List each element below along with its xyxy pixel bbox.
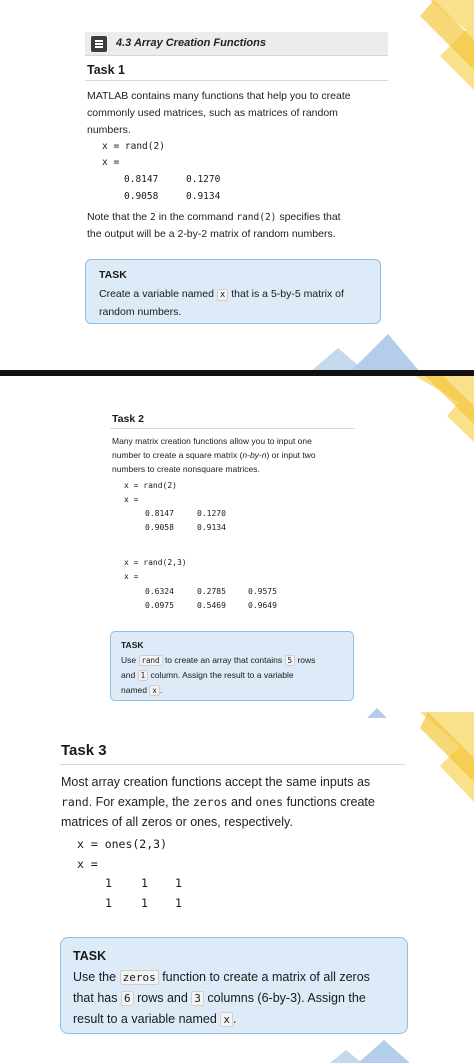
task3-matrix-cell: 1 xyxy=(105,876,112,890)
var-x-chip: x xyxy=(149,685,160,696)
task2-intro: Many matrix creation functions allow you to input one number to create a square matrix (n-by-n) or input two numbers to create nonsquare matrices. xyxy=(112,436,316,474)
task2-rule xyxy=(110,428,355,429)
task2-instruction-box xyxy=(110,631,354,701)
task1-matrix-cell: 0.9134 xyxy=(186,191,221,202)
screenshot-divider xyxy=(0,370,474,376)
decor-blue-triangles-bottom xyxy=(330,1040,420,1063)
task3-matrix-cell: 1 xyxy=(175,896,182,910)
task1-task-label: TASK xyxy=(99,269,127,281)
task2-matrix2-cell: 0.2785 xyxy=(197,587,226,596)
task2-matrix2-cell: 0.6324 xyxy=(145,587,174,596)
task3-matrix-cell: 1 xyxy=(141,876,148,890)
code-1-chip: 1 xyxy=(138,670,149,681)
task2-matrix2-cell: 0.9575 xyxy=(248,587,277,596)
chapter-header-bar xyxy=(85,32,388,56)
task3-task-label: TASK xyxy=(73,949,107,963)
decor-yellow-chevron-top xyxy=(410,0,474,110)
task2-matrix1-cell: 0.1270 xyxy=(197,509,226,518)
task2-matrix1-cell: 0.8147 xyxy=(145,509,174,518)
code-rand-chip: rand xyxy=(139,655,163,666)
task1-note: Note that the 2 in the command rand(2) specifies that the output will be a 2-by-2 matrix of random numbers. xyxy=(87,211,341,240)
task1-matrix-cell: 0.9058 xyxy=(124,191,159,202)
task2-code1-cmd: x = rand(2) xyxy=(124,481,177,490)
task2-code2-cmd: x = rand(2,3) xyxy=(124,558,187,567)
var-x-chip: x xyxy=(217,289,228,301)
code-6-chip: 6 xyxy=(121,991,134,1006)
task2-matrix2-cell: 0.9649 xyxy=(248,601,277,610)
task2-matrix2-cell: 0.0975 xyxy=(145,601,174,610)
code-5-chip: 5 xyxy=(285,655,296,666)
task1-intro-line: commonly used matrices, such as matrices of random xyxy=(87,107,338,119)
task1-task-text: Create a variable named x that is a 5-by-5 matrix of random numbers. xyxy=(99,288,344,318)
task1-intro-line: MATLAB contains many functions that help you to create xyxy=(87,90,351,102)
menu-icon[interactable] xyxy=(91,36,107,52)
task3-title: Task 3 xyxy=(61,742,107,759)
task2-task-text: Use rand to create an array that contains 5 rows and 1 column. Assign the result to a variable named x . xyxy=(121,655,316,695)
task2-matrix1-cell: 0.9058 xyxy=(145,523,174,532)
task1-rule xyxy=(85,80,388,81)
task2-title: Task 2 xyxy=(112,413,144,425)
decor-yellow-chevron-3 xyxy=(420,712,474,802)
task2-matrix2-cell: 0.5469 xyxy=(197,601,226,610)
chapter-title: 4.3 Array Creation Functions xyxy=(116,37,266,49)
code-3-chip: 3 xyxy=(191,991,204,1006)
task3-instruction-box xyxy=(60,937,408,1034)
var-x-chip: x xyxy=(220,1012,233,1027)
task3-intro: Most array creation functions accept the same inputs as rand. For example, the zeros and ones functions create matrices of all zeros or ones, respectively. xyxy=(61,775,375,829)
task3-code-cmd: x = ones(2,3) xyxy=(77,837,168,851)
decor-yellow-chevron-2 xyxy=(415,376,474,466)
task1-matrix-cell: 0.1270 xyxy=(186,174,221,185)
task2-task-label: TASK xyxy=(121,640,144,650)
task2-matrix1-cell: 0.9134 xyxy=(197,523,226,532)
task1-intro xyxy=(87,88,387,139)
task3-rule xyxy=(60,764,405,765)
task1-matrix-cell: 0.8147 xyxy=(124,174,159,185)
task1-code-eq: x = xyxy=(102,157,120,168)
task3-matrix-cell: 1 xyxy=(141,896,148,910)
task1-intro-line: numbers. xyxy=(87,124,131,136)
task1-code-cmd: x = rand(2) xyxy=(102,141,165,152)
task3-matrix-cell: 1 xyxy=(175,876,182,890)
task1-instruction-box xyxy=(85,259,381,324)
task2-code2-eq: x = xyxy=(124,572,139,581)
code-zeros-chip: zeros xyxy=(120,970,159,985)
task3-matrix-cell: 1 xyxy=(105,896,112,910)
task1-title: Task 1 xyxy=(87,63,125,77)
task3-task-text: Use the zeros function to create a matrix of all zeros that has 6 rows and 3 columns (6-by-3). Assign the result to a variable named x . xyxy=(73,970,370,1026)
task2-code1-eq: x = xyxy=(124,495,139,504)
decor-blue-triangles-1 xyxy=(310,330,420,372)
task3-code-eq: x = xyxy=(77,857,98,871)
decor-blue-triangle-small xyxy=(367,706,387,718)
